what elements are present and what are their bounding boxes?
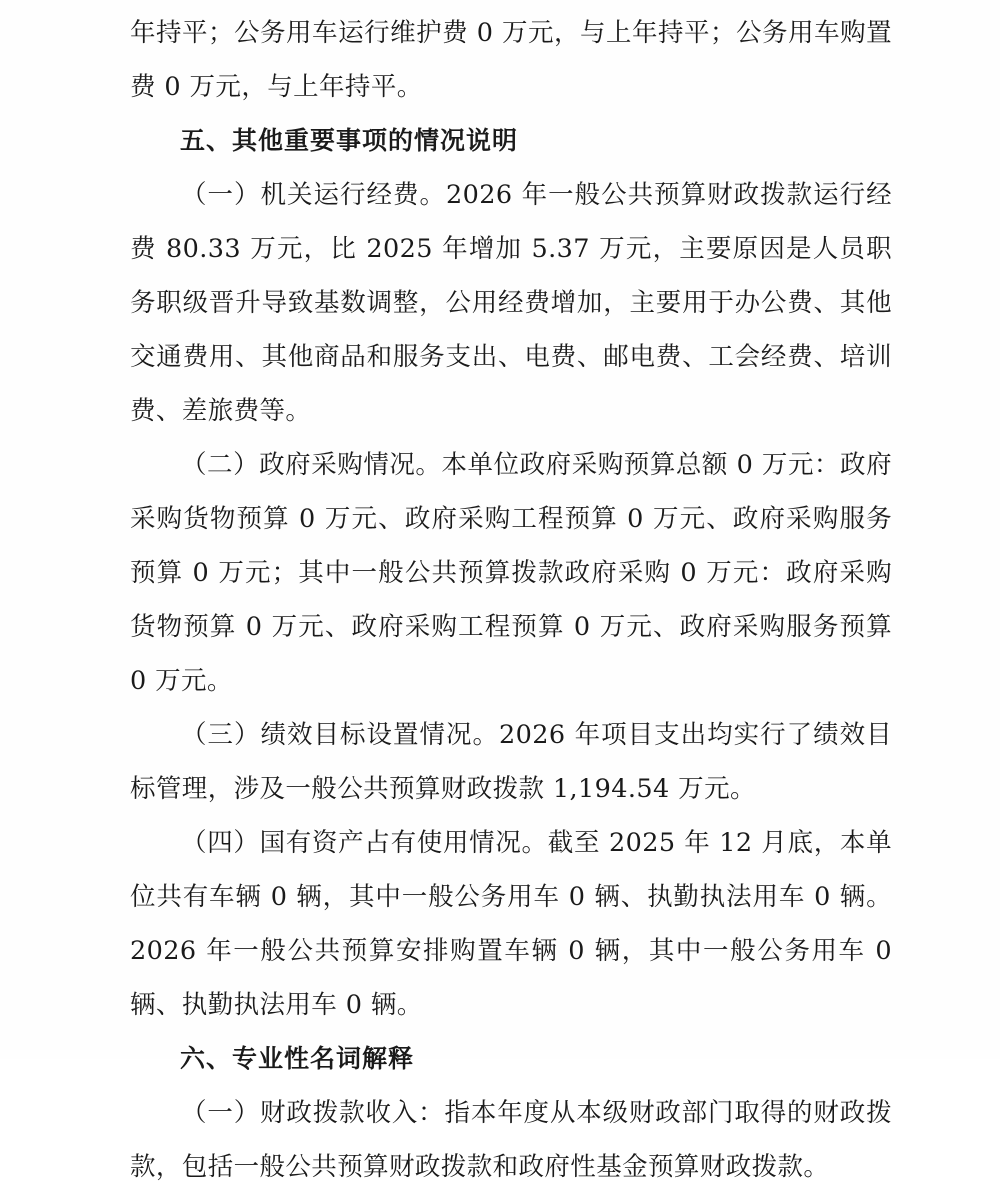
- paragraph-state-assets: （四）国有资产占有使用情况。截至 2025 年 12 月底，本单位共有车辆 0 辆，其中一般公务用车 0 辆、执勤执法用车 0 辆。2026 年一般公共预算安排购置车辆 0 辆，其中一般公务用车 0 辆、执勤执法用车 0 辆。: [130, 828, 892, 1020]
- section-heading-five: 五、其他重要事项的情况说明: [180, 126, 519, 155]
- paragraph-operating-funds: （一）机关运行经费。2026 年一般公共预算财政拨款运行经费 80.33 万元，比 2025 年增加 5.37 万元，主要原因是人员职务职级晋升导致基数调整，公用经费增加，主要用于办公费、其他交通费用、其他商品和服务支出、电费、邮电费、工会经费、培训费、差旅费等。: [130, 180, 892, 426]
- paragraph-fiscal-appropriation-revenue: （一）财政拨款收入：指本年度从本级财政部门取得的财政拨款，包括一般公共预算财政拨款和政府性基金预算财政拨款。: [130, 1098, 892, 1182]
- paragraph-continued: 年持平；公务用车运行维护费 0 万元，与上年持平；公务用车购置费 0 万元，与上年持平。: [130, 18, 892, 102]
- section-heading-six: 六、专业性名词解释: [180, 1044, 415, 1073]
- paragraph-government-procurement: （二）政府采购情况。本单位政府采购预算总额 0 万元：政府采购货物预算 0 万元、政府采购工程预算 0 万元、政府采购服务预算 0 万元；其中一般公共预算拨款政府采购 0 万元：政府采购货物预算 0 万元、政府采购工程预算 0 万元、政府采购服务预算 0 万元。: [130, 450, 892, 696]
- document-body: [130, 6, 892, 1194]
- paragraph-performance-targets: （三）绩效目标设置情况。2026 年项目支出均实行了绩效目标管理，涉及一般公共预算财政拨款 1,194.54 万元。: [130, 720, 892, 804]
